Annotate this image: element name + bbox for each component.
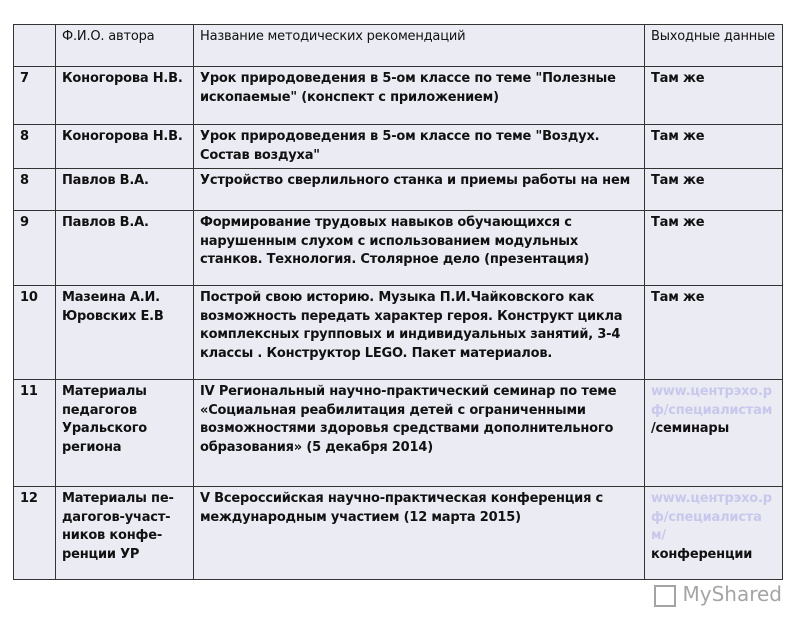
cell-title: IV Региональный научно-практический семинар по теме «Социальная реабилитация детей с ограниченными возможностями здоровья средствами дополнительного образования» (5 декабря 2014) — [194, 380, 645, 487]
table-row — [14, 169, 783, 211]
cell-author: Коногорова Н.В. — [56, 125, 194, 169]
output-text: конференции — [651, 546, 753, 562]
cell-title: V Всероссийская научно-практическая конференция с международным участием (12 марта 2015) — [194, 487, 645, 580]
cell-num: 8 — [14, 169, 56, 211]
cell-num: 12 — [14, 487, 56, 580]
recommendations-table — [13, 24, 783, 580]
table-row — [14, 286, 783, 380]
cell-output: Там же — [645, 286, 783, 380]
cell-title: Формирование трудовых навыков обучающихся с нарушенным слухом с использованием модульных станков. Технология. Столярное дело (презентация) — [194, 211, 645, 286]
header-title: Название методических рекомендаций — [194, 25, 645, 67]
cell-output: Там же — [645, 169, 783, 211]
cell-author: Коногорова Н.В. — [56, 67, 194, 125]
watermark-text: MyShared — [682, 582, 782, 606]
table-row — [14, 211, 783, 286]
output-text: /семинары — [651, 421, 730, 436]
table-header — [14, 25, 783, 67]
header-output: Выходные данные — [645, 25, 783, 67]
cell-title: Урок природоведения в 5-ом классе по теме "Полезные ископаемые" (конспект с приложением) — [194, 67, 645, 125]
cell-num: 9 — [14, 211, 56, 286]
table-row — [14, 67, 783, 125]
cell-author: Павлов В.А. — [56, 169, 194, 211]
cell-title: Устройство сверлильного станка и приемы работы на нем — [194, 169, 645, 211]
cell-num: 8 — [14, 125, 56, 169]
cell-title: Построй свою историю. Музыка П.И.Чайковского как возможность передать характер героя. Конструкт цикла комплексных групповых и индивидуальных занятий, 3-4 классы . Конструктор LEGO. Пакет материалов. — [194, 286, 645, 380]
cell-output: Там же — [645, 67, 783, 125]
table-row — [14, 380, 783, 487]
cell-author: Материалы педагогов Уральского региона — [56, 380, 194, 487]
cell-author: Материалы пе-дагогов-участ-ников конфе-ренции УР — [56, 487, 194, 580]
table-row — [14, 487, 783, 580]
watermark — [0, 582, 782, 607]
seminar-link[interactable]: www.центрэхо.рф/специалистам — [651, 384, 773, 418]
cell-output: Там же — [645, 125, 783, 169]
cell-title: Урок природоведения в 5-ом классе по теме "Воздух. Состав воздуха" — [194, 125, 645, 169]
table-row — [14, 125, 783, 169]
cell-author: Мазеина А.И. Юровских Е.В — [56, 286, 194, 380]
cell-output — [645, 380, 783, 487]
cell-output: Там же — [645, 211, 783, 286]
header-author: Ф.И.О. автора — [56, 25, 194, 67]
conference-link[interactable]: www.центрэхо.рф/специалистам/ — [651, 491, 772, 543]
cell-author: Павлов В.А. — [56, 211, 194, 286]
cell-num: 11 — [14, 380, 56, 487]
header-num — [14, 25, 56, 67]
cell-num: 7 — [14, 67, 56, 125]
cell-output — [645, 487, 783, 580]
cell-num: 10 — [14, 286, 56, 380]
presentation-icon — [654, 585, 676, 607]
